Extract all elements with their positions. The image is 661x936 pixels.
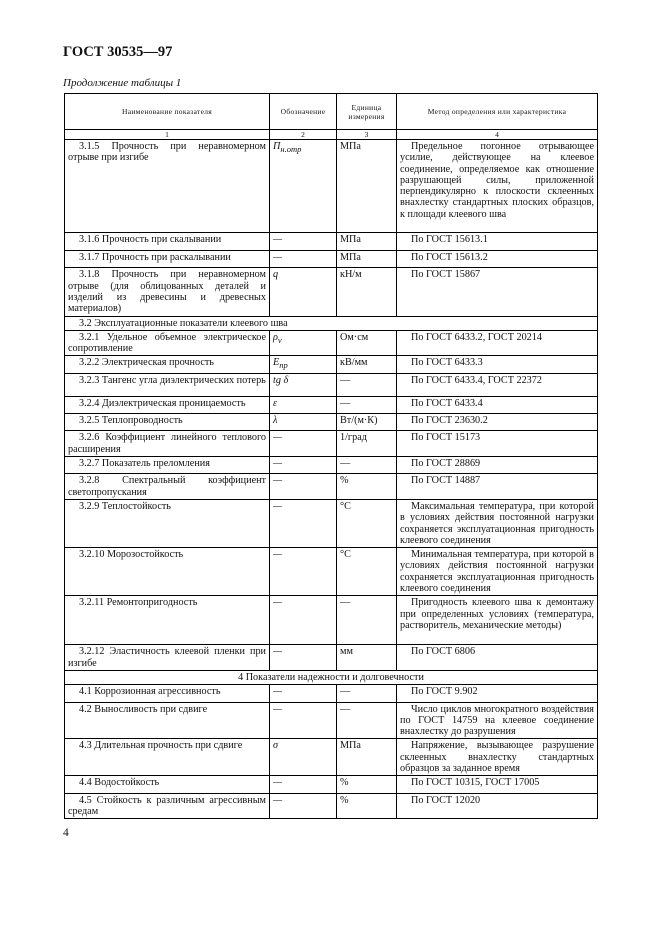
table-continuation-label: Продолжение таблицы 1 [63, 77, 182, 89]
indicator-symbol: — [273, 794, 283, 806]
section-heading: 4 Показатели надежности и долговечности [65, 670, 598, 684]
indicator-symbol-cell [270, 548, 337, 596]
indicator-symbol: — [273, 457, 283, 469]
indicator-name: 3.2.2 Электрическая прочность [65, 356, 270, 373]
indicator-method: По ГОСТ 6806 [397, 645, 598, 671]
indicator-method: По ГОСТ 28869 [397, 456, 598, 473]
indicator-method: По ГОСТ 23630.2 [397, 414, 598, 431]
indicator-unit: МПа [337, 140, 397, 233]
indicator-name: 3.2.4 Диэлектрическая проницаемость [65, 396, 270, 413]
indicator-symbol: — [273, 777, 283, 789]
indicator-method: Напряжение, вызывающее разрушение склеенных внахлестку стандартных образцов за заданное время [397, 739, 598, 776]
indicator-name: 4.3 Длительная прочность при сдвиге [65, 739, 270, 776]
indicator-method: По ГОСТ 15867 [397, 268, 598, 316]
indicator-name: 3.2.11 Ремонтопригодность [65, 596, 270, 645]
indicator-name: 4.1 Коррозионная агрессивность [65, 685, 270, 702]
indicator-symbol-cell [270, 414, 337, 431]
indicator-method: Минимальная температура, при которой в условиях действия постоянной нагрузки сохраняется эксплуатационная пригодность клеевого соединения [397, 548, 598, 596]
indicator-unit: Ом·см [337, 330, 397, 356]
indicators-table [64, 93, 598, 819]
indicator-method: По ГОСТ 15613.2 [397, 251, 598, 268]
indicator-name: 3.2.9 Теплостойкость [65, 499, 270, 547]
indicator-name: 4.5 Стойкость к различным агрессивным средам [65, 793, 270, 819]
indicator-symbol: П [273, 141, 281, 152]
column-number: 2 [270, 130, 337, 140]
indicator-unit: °С [337, 548, 397, 596]
indicator-method: По ГОСТ 14887 [397, 474, 598, 500]
indicator-unit: — [337, 373, 397, 396]
column-number: 1 [65, 130, 270, 140]
table-row [65, 685, 598, 702]
indicator-symbol-cell [270, 596, 337, 645]
indicator-symbol-cell [270, 456, 337, 473]
indicator-symbol-cell [270, 685, 337, 702]
indicator-symbol: — [273, 646, 283, 658]
indicator-symbol-cell [270, 268, 337, 316]
table-row [65, 373, 598, 396]
indicator-unit: — [337, 596, 397, 645]
indicator-method: Максимальная температура, при которой в условиях действия постоянной нагрузки сохраняется эксплуатационная пригодность клеевого соединения [397, 499, 598, 547]
table-row [65, 233, 598, 251]
section-row [65, 670, 598, 684]
indicator-symbol-cell [270, 474, 337, 500]
indicator-method: По ГОСТ 6433.2, ГОСТ 20214 [397, 330, 598, 356]
indicator-unit: — [337, 685, 397, 702]
indicator-symbol-cell [270, 702, 337, 739]
indicator-method: По ГОСТ 15613.1 [397, 233, 598, 251]
indicator-method: По ГОСТ 15173 [397, 431, 598, 457]
table-row [65, 456, 598, 473]
column-number: 4 [397, 130, 598, 140]
table-row [65, 596, 598, 645]
table-row [65, 330, 598, 356]
table-row [65, 645, 598, 671]
indicator-symbol: — [273, 686, 283, 698]
column-header-symbol: Обозначение [270, 94, 337, 130]
indicator-method: По ГОСТ 9.902 [397, 685, 598, 702]
table-row [65, 356, 598, 373]
indicator-unit: кН/м [337, 268, 397, 316]
indicator-name: 4.4 Водостойкость [65, 776, 270, 793]
indicator-symbol: — [273, 549, 283, 561]
table-row [65, 499, 598, 547]
indicator-name: 3.2.1 Удельное объемное электрическое сопротивление [65, 330, 270, 356]
table-row [65, 431, 598, 457]
indicator-method: По ГОСТ 6433.3 [397, 356, 598, 373]
indicator-unit: Вт/(м·К) [337, 414, 397, 431]
column-number: 3 [337, 130, 397, 140]
document-header: ГОСТ 30535—97 [63, 44, 173, 60]
table-row [65, 414, 598, 431]
column-header-unit: Единица измерения [337, 94, 397, 130]
table-row [65, 776, 598, 793]
indicator-symbol: — [273, 252, 283, 263]
indicator-symbol-subscript: v [277, 334, 282, 345]
indicator-symbol: — [273, 500, 283, 512]
indicator-symbol-cell [270, 233, 337, 251]
indicator-symbol: — [273, 597, 283, 609]
column-numbers-row [65, 130, 598, 140]
indicator-symbol: E [273, 357, 280, 369]
table-row [65, 702, 598, 739]
indicator-unit: °С [337, 499, 397, 547]
indicator-unit: — [337, 396, 397, 413]
indicator-symbol-cell [270, 330, 337, 356]
indicator-symbol-cell [270, 373, 337, 396]
indicator-symbol: σ [273, 740, 279, 752]
indicator-unit: % [337, 793, 397, 819]
indicator-method: Предельное погонное отрывающее усилие, действующее на клеевое соединение, определяемое как отношение разрушающей силы, приложенной перпендикулярно к плоскости склеенных внахлестку стандартных плоских образцов, к площади клеевого шва [397, 140, 598, 233]
indicator-name: 3.2.8 Спектральный коэффициент светопропускания [65, 474, 270, 500]
indicator-unit: — [337, 702, 397, 739]
indicator-symbol: tg δ [273, 374, 289, 386]
indicator-symbol-cell [270, 140, 337, 233]
indicator-name: 4.2 Выносливость при сдвиге [65, 702, 270, 739]
indicator-symbol: — [273, 234, 283, 245]
section-heading: 3.2 Эксплуатационные показатели клеевого шва [65, 316, 598, 330]
indicator-symbol-cell [270, 739, 337, 776]
indicator-symbol-cell [270, 776, 337, 793]
indicator-name: 3.2.12 Эластичность клеевой пленки при изгибе [65, 645, 270, 671]
indicator-symbol: — [273, 475, 283, 487]
indicator-unit: 1/град [337, 431, 397, 457]
indicator-symbol: ρ [273, 331, 278, 343]
indicator-method: По ГОСТ 6433.4 [397, 396, 598, 413]
table-row [65, 474, 598, 500]
indicator-name: 3.1.7 Прочность при раскалывании [65, 251, 270, 268]
indicator-name: 3.2.7 Показатель преломления [65, 456, 270, 473]
table-row [65, 140, 598, 233]
indicator-symbol-cell [270, 499, 337, 547]
table-row [65, 268, 598, 316]
indicator-name: 3.2.3 Тангенс угла диэлектрических потерь [65, 373, 270, 396]
indicator-name: 3.1.5 Прочность при неравномерном отрыве при изгибе [65, 140, 270, 233]
indicator-unit: МПа [337, 233, 397, 251]
table-header-row [65, 94, 598, 130]
indicator-unit: % [337, 474, 397, 500]
indicator-symbol: ε [273, 397, 278, 409]
indicator-name: 3.2.10 Морозостойкость [65, 548, 270, 596]
indicator-name: 3.2.5 Теплопроводность [65, 414, 270, 431]
indicator-unit: кВ/мм [337, 356, 397, 373]
section-row [65, 316, 598, 330]
table-row [65, 251, 598, 268]
indicator-symbol: — [273, 703, 283, 715]
indicator-symbol-cell [270, 431, 337, 457]
indicator-name: 3.1.8 Прочность при неравномерном отрыве (для облицованных деталей и изделий из древесины и древесных материалов) [65, 268, 270, 316]
indicator-symbol-cell [270, 251, 337, 268]
table-row [65, 739, 598, 776]
indicator-symbol-cell [270, 645, 337, 671]
column-header-name: Наименование показателя [65, 94, 270, 130]
indicator-symbol-subscript: пр [279, 360, 288, 371]
indicator-symbol-subscript: н.отр [280, 144, 302, 155]
page-number: 4 [63, 827, 69, 839]
indicator-unit: МПа [337, 251, 397, 268]
table-row [65, 396, 598, 413]
indicator-method: Пригодность клеевого шва к демонтажу при определенных условиях (температура, растворитель, механические методы) [397, 596, 598, 645]
indicator-unit: — [337, 456, 397, 473]
indicator-method: По ГОСТ 10315, ГОСТ 17005 [397, 776, 598, 793]
indicator-symbol: q [273, 269, 279, 281]
indicator-method: Число циклов многократного воздействия по ГОСТ 14759 на клеевое соединение внахлестку до разрушения [397, 702, 598, 739]
table-row [65, 793, 598, 819]
indicator-symbol: — [273, 432, 283, 444]
column-header-method: Метод определения или характеристика [397, 94, 598, 130]
indicator-method: По ГОСТ 6433.4, ГОСТ 22372 [397, 373, 598, 396]
indicator-symbol: λ [273, 415, 278, 427]
indicator-symbol-cell [270, 356, 337, 373]
indicator-method: По ГОСТ 12020 [397, 793, 598, 819]
indicator-name: 3.2.6 Коэффициент линейного теплового расширения [65, 431, 270, 457]
indicator-unit: % [337, 776, 397, 793]
table-row [65, 548, 598, 596]
indicator-symbol-cell [270, 793, 337, 819]
indicator-symbol-cell [270, 396, 337, 413]
indicator-unit: МПа [337, 739, 397, 776]
indicator-unit: мм [337, 645, 397, 671]
indicator-name: 3.1.6 Прочность при скалывании [65, 233, 270, 251]
